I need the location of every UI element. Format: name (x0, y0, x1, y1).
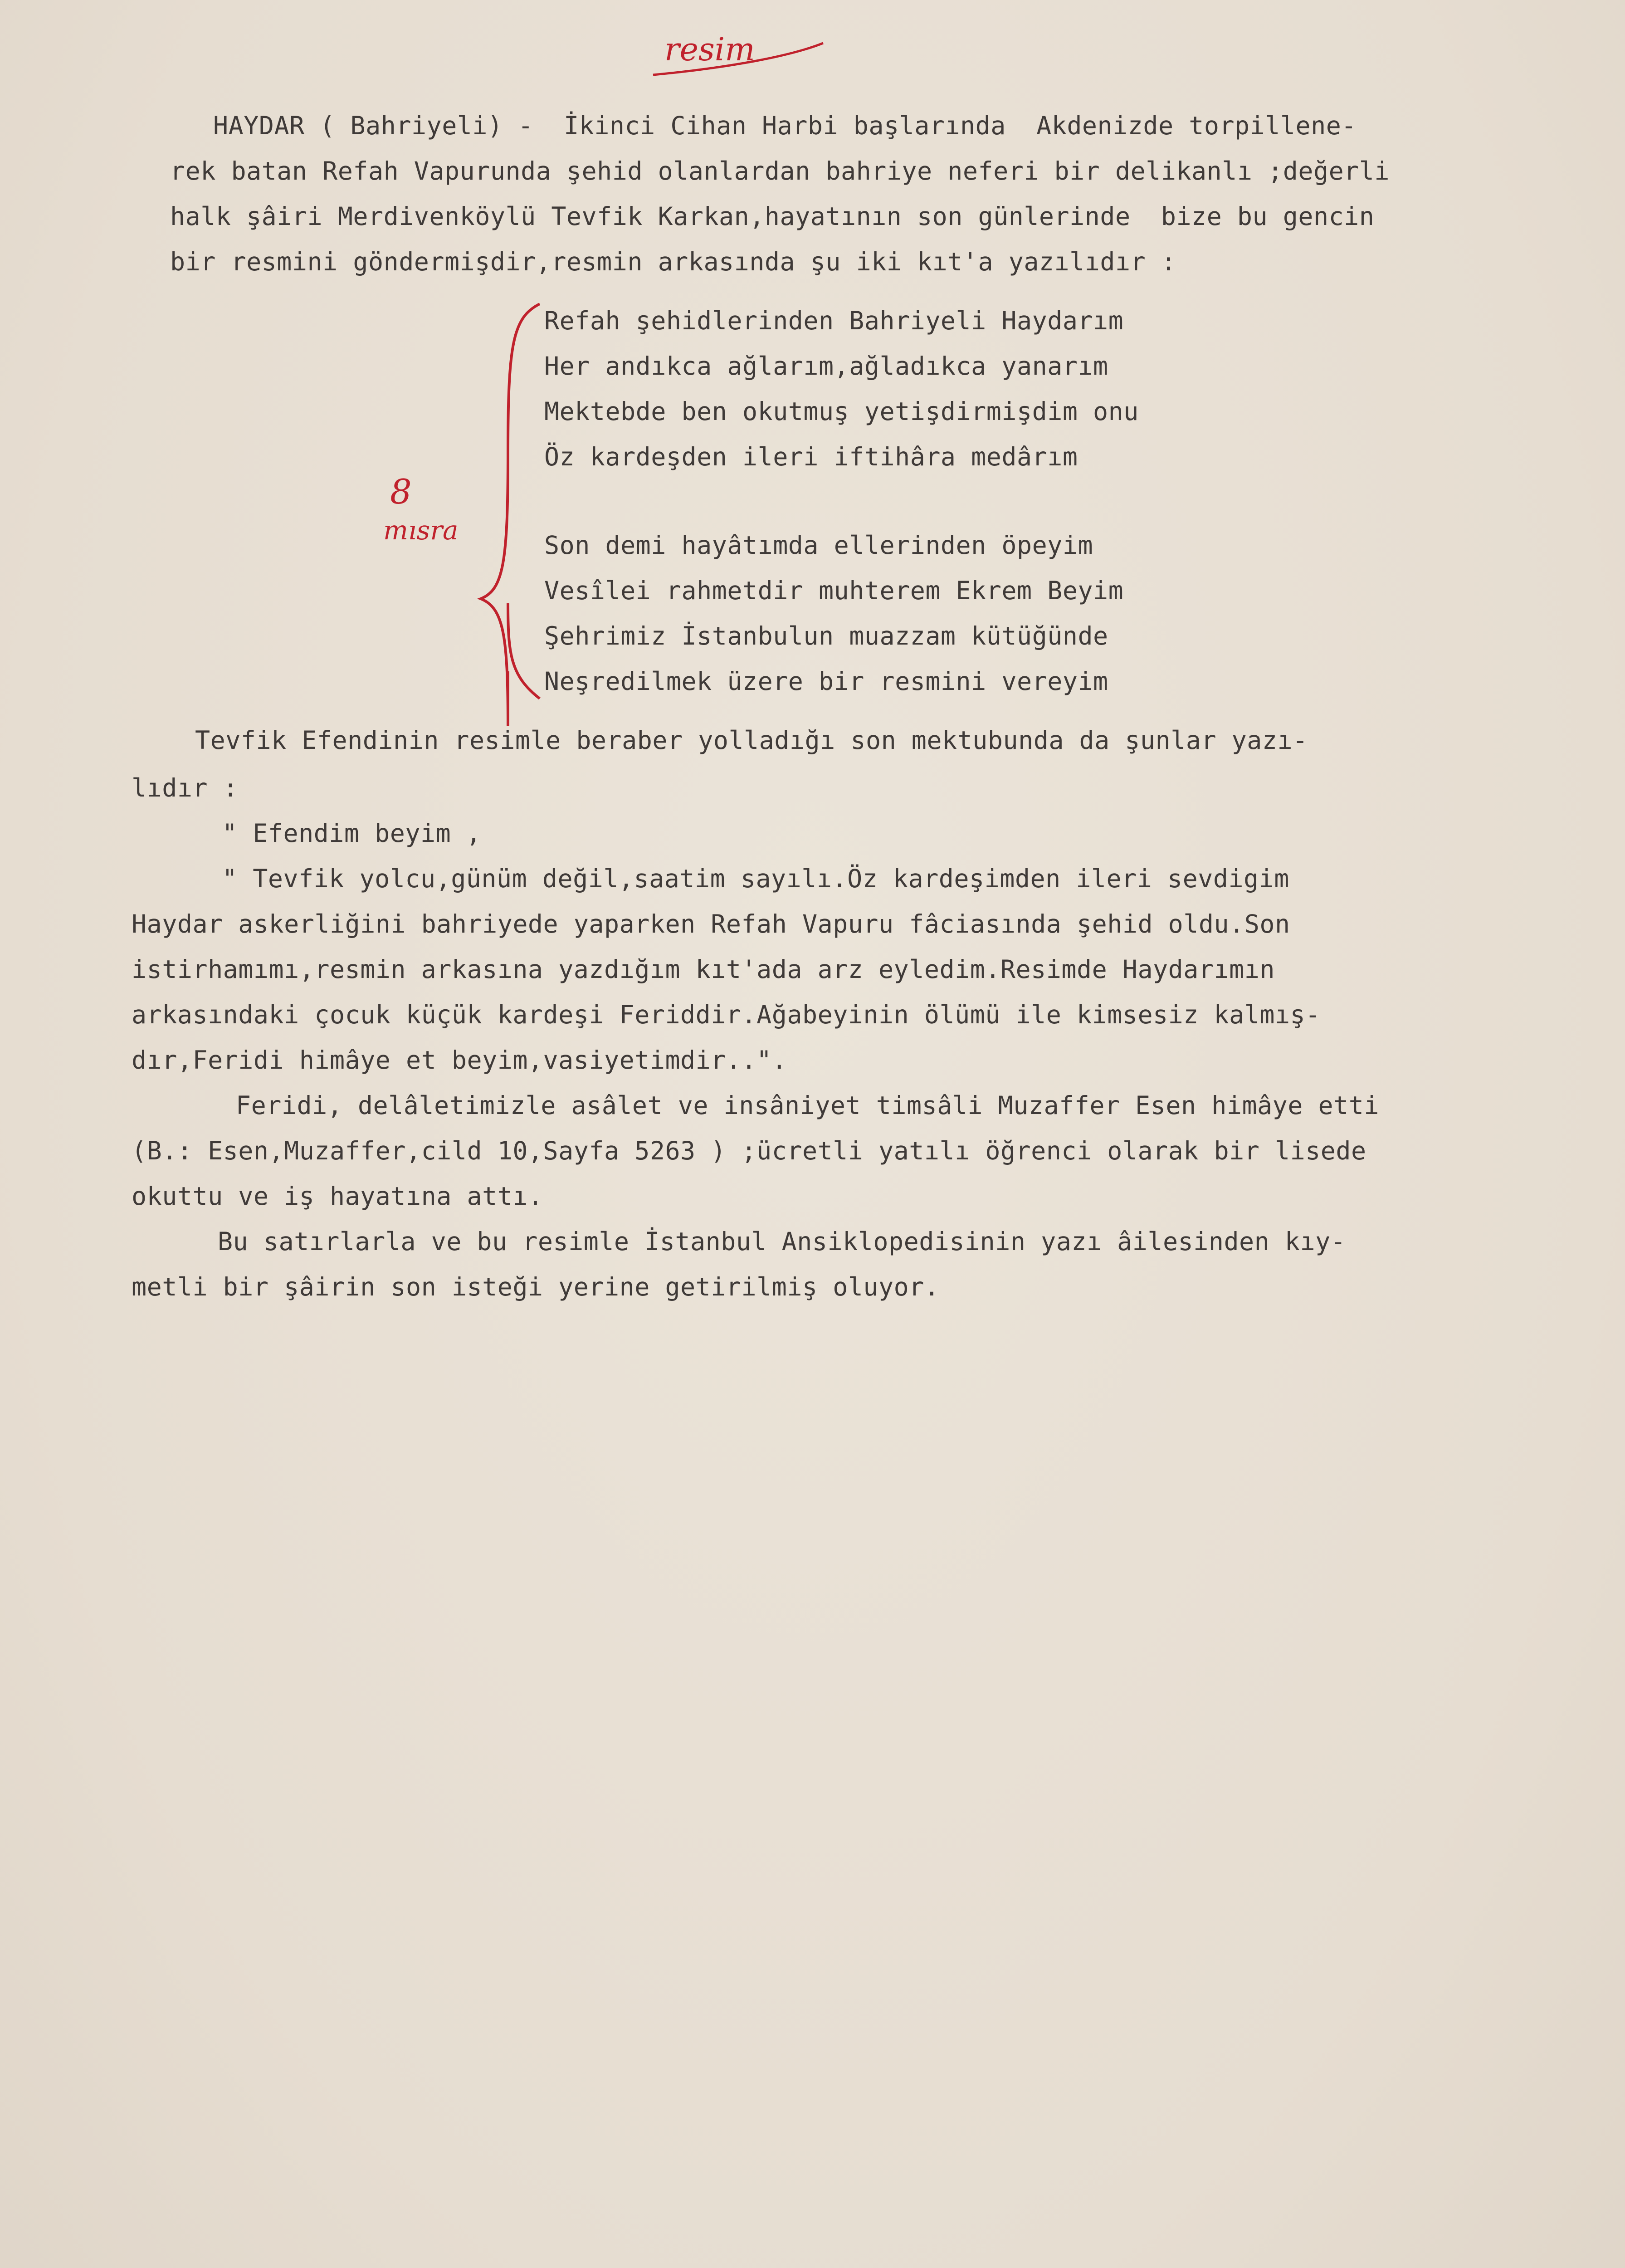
poem-line: Neşredilmek üzere bir resmini vereyim (544, 667, 1108, 696)
poem-bracket (481, 304, 540, 726)
body-line: Feridi, delâletimizle asâlet ve insâniyet timsâli Muzaffer Esen himâye etti (236, 1091, 1379, 1120)
body-line: istirhamımı,resmin arkasına yazdığım kıt'ada arz eyledim.Resimde Haydarımın (132, 955, 1275, 984)
poem-line: Son demi hayâtımda ellerinden öpeyim (544, 531, 1093, 560)
poem-line: Öz kardeşden ileri iftihâra medârım (544, 442, 1078, 471)
body-line: dır,Feridi himâye et beyim,vasiyetimdir..". (132, 1046, 787, 1075)
body-line: lıdır : (132, 773, 239, 802)
body-line: metli bir şâirin son isteği yerine getirilmiş oluyor. (132, 1272, 940, 1301)
body-line: okuttu ve iş hayatına attı. (132, 1182, 543, 1211)
header-underline (653, 43, 823, 75)
poem-line: Vesîlei rahmetdir muhterem Ekrem Beyim (544, 576, 1124, 605)
intro-line: HAYDAR ( Bahriyeli) - İkinci Cihan Harbi başlarında Akdenizde torpillene- (213, 111, 1357, 140)
intro-line: bir resmini göndermişdir,resmin arkasında şu iki kıt'a yazılıdır : (170, 247, 1176, 276)
body-line: " Tevfik yolcu,günüm değil,saatim sayılı.Öz kardeşimden ileri sevdigim (222, 864, 1289, 893)
margin-note-number: 8 (390, 472, 412, 512)
poem-line: Refah şehidlerinden Bahriyeli Haydarım (544, 306, 1124, 335)
header-annotation: resim (664, 31, 755, 68)
body-line: Haydar askerliğini bahriyede yaparken Refah Vapuru fâciasında şehid oldu.Son (132, 909, 1290, 938)
body-line: Tevfik Efendinin resimle beraber yolladığı son mektubunda da şunlar yazı- (195, 726, 1308, 755)
body-line: " Efendim beyim , (222, 819, 482, 848)
poem-line: Mektebde ben okutmuş yetişdirmişdim onu (544, 397, 1139, 426)
body-line: arkasındaki çocuk küçük kardeşi Feriddir.Ağabeyinin ölümü ile kimsesiz kalmış- (132, 1000, 1321, 1029)
body-line: (B.: Esen,Muzaffer,cild 10,Sayfa 5263 ) ;ücretli yatılı öğrenci olarak bir lisede (132, 1136, 1366, 1165)
poem-line: Şehrimiz İstanbulun muazzam kütüğünde (544, 621, 1108, 650)
body-line: Bu satırlarla ve bu resimle İstanbul Ansiklopedisinin yazı âilesinden kıy- (218, 1227, 1346, 1256)
intro-line: rek batan Refah Vapurunda şehid olanlardan bahriye neferi bir delikanlı ;değerli (170, 156, 1390, 186)
margin-note-word: mısra (383, 515, 459, 546)
poem-line: Her andıkca ağlarım,ağladıkca yanarım (544, 352, 1108, 381)
intro-line: halk şâiri Merdivenköylü Tevfik Karkan,hayatının son günlerinde bize bu gencin (170, 202, 1375, 231)
